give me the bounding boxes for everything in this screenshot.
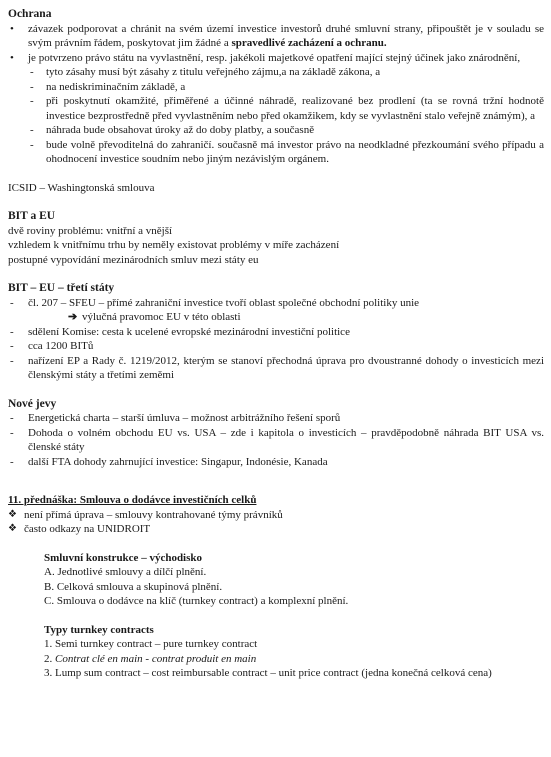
diamond-bullet-icon: ❖ (8, 523, 17, 534)
dash-item (8, 94, 544, 123)
numbered-line (8, 652, 544, 667)
dash-item (8, 296, 544, 311)
text-line: dvě roviny problému: vnitřní a vnější (8, 224, 173, 237)
dash-text: náhrada bude obsahovat úroky až do doby platby, a současně (46, 124, 315, 136)
dash-text: bude volně převoditelná do zahraničí. současně má investor právo na neodkladné přezkoumání svého případu a ohodnocení investice soudním nebo jiným nezávislým orgánem. (46, 138, 544, 165)
numbered-line: C. Smlouva o dodávce na klíč (turnkey contract) a komplexní plnění. (44, 595, 349, 607)
dash-item (8, 325, 544, 340)
subsection-title-smluvni-konstrukce: Smluvní konstrukce – východisko (44, 551, 203, 564)
numbered-line: 1. Semi turnkey contract – pure turnkey contract (44, 638, 258, 650)
dash-item (8, 455, 544, 470)
numbered-line: 3. Lump sum contract – cost reimbursable contract – unit price contract (jedna konečná celková cena) (44, 667, 492, 679)
dash-item (8, 80, 544, 95)
section-title-bit-eu: BIT a EU (8, 210, 56, 222)
dash-text: Dohoda o volném obchodu EU vs. USA – zde i kapitola o investicích – pravděpodobně náhrada BIT USA vs. členské státy (28, 426, 544, 453)
dash-text: čl. 207 – SFEU – přímé zahraniční investice tvoří oblast společné obchodní politiky unie (28, 296, 420, 309)
dash-text: další FTA dohody zahrnující investice: Singapur, Indonésie, Kanada (28, 455, 328, 468)
dash-text: sdělení Komise: cesta k ucelené evropské mezinárodní investiční politice (28, 325, 350, 338)
dash-icon: - (10, 455, 14, 468)
dash-icon: - (10, 426, 14, 439)
diamond-item (8, 522, 544, 537)
dash-item (8, 65, 544, 80)
subsection-title-typy-turnkey: Typy turnkey contracts (44, 623, 154, 636)
dash-icon: - (30, 124, 34, 136)
bullet-text: závazek podporovat a chránit na svém území investice investorů druhé smluvní strany, připouštět je v souladu se svým právním řádem, poskytovat jim žádné a (28, 22, 544, 49)
dash-icon: - (30, 80, 34, 93)
dash-item (8, 123, 544, 138)
numbered-line: A. Jednotlivé smlouvy a dílčí plnění. (44, 566, 207, 578)
numbered-line-italic: Contrat clé en main - contrat produit en main (55, 652, 257, 665)
text-line: postupné vypovídání mezinárodních smluv mezi státy eu (8, 253, 259, 266)
dash-item (8, 138, 544, 167)
dash-item (8, 339, 544, 354)
dash-icon: - (10, 296, 14, 309)
dash-text: cca 1200 BITů (28, 340, 94, 352)
dash-item (8, 426, 544, 455)
bullet-bold-text: spravedlivé zacházení a ochranu. (231, 37, 387, 49)
dash-item (8, 411, 544, 426)
dash-text: na nediskriminačním základě, a (46, 80, 186, 93)
numbered-line: B. Celková smlouva a skupinová plnění. (44, 580, 223, 593)
icsid-line: ICSID – Washingtonská smlouva (8, 181, 155, 194)
dash-icon: - (10, 412, 14, 424)
arrow-right-icon: ➔ (68, 311, 78, 323)
bullet-icon: • (10, 22, 14, 35)
lecture-heading: 11. přednáška: Smlouva o dodávce investičních celků (8, 494, 257, 506)
bullet-item (8, 22, 544, 51)
dash-icon: - (10, 325, 14, 338)
dash-icon: - (30, 95, 34, 107)
dash-text: při poskytnutí okamžité, přiměřené a účinné náhradě, realizované bez prodlení (ta se rovná tržní hodnotě investice bezprostředně před vyvlastněním nebo před okamžikem, kdy se vyvlastnění stalo veřejně známým), a (46, 95, 544, 122)
dash-icon: - (30, 138, 34, 151)
dash-text: nařízení EP a Rady č. 1219/2012, kterým se stanoví přechodná úprava pro dvoustranné dohody o investicích mezi členskými státy a třetími zeměmi (28, 354, 544, 381)
section-title-ochrana: Ochrana (8, 8, 52, 20)
arrow-item (8, 310, 544, 325)
dash-icon: - (10, 354, 14, 367)
dash-icon: - (30, 66, 34, 78)
diamond-text: není přímá úprava – smlouvy kontrahované týmy právníků (24, 508, 283, 521)
text-line: vzhledem k vnitřnímu trhu by neměly existovat problémy v míře zacházení (8, 239, 340, 251)
section-title-nove-jevy: Nové jevy (8, 397, 57, 410)
document-page (8, 7, 544, 681)
dash-text: Energetická charta – starší úmluva – možnost arbitrážního řešení sporů (28, 412, 341, 424)
dash-item (8, 354, 544, 383)
arrow-text: výlučná pravomoc EU v této oblasti (82, 311, 241, 323)
dash-text: tyto zásahy musí být zásahy z titulu veřejného zájmu,a na základě zákona, a (46, 66, 381, 78)
diamond-item (8, 508, 544, 523)
dash-icon: - (10, 340, 14, 352)
bullet-text: je potvrzeno právo státu na vyvlastnění, resp. jakékoli majetkové opatření mající stejný účinek jako znárodnění, (28, 51, 521, 64)
numbered-line-number: 2. (44, 652, 55, 665)
diamond-text: často odkazy na UNIDROIT (24, 523, 151, 535)
bullet-icon: • (10, 51, 14, 64)
section-title-bit-eu-third: BIT – EU – třetí státy (8, 282, 115, 294)
bullet-item (8, 51, 544, 66)
diamond-bullet-icon: ❖ (8, 508, 17, 520)
